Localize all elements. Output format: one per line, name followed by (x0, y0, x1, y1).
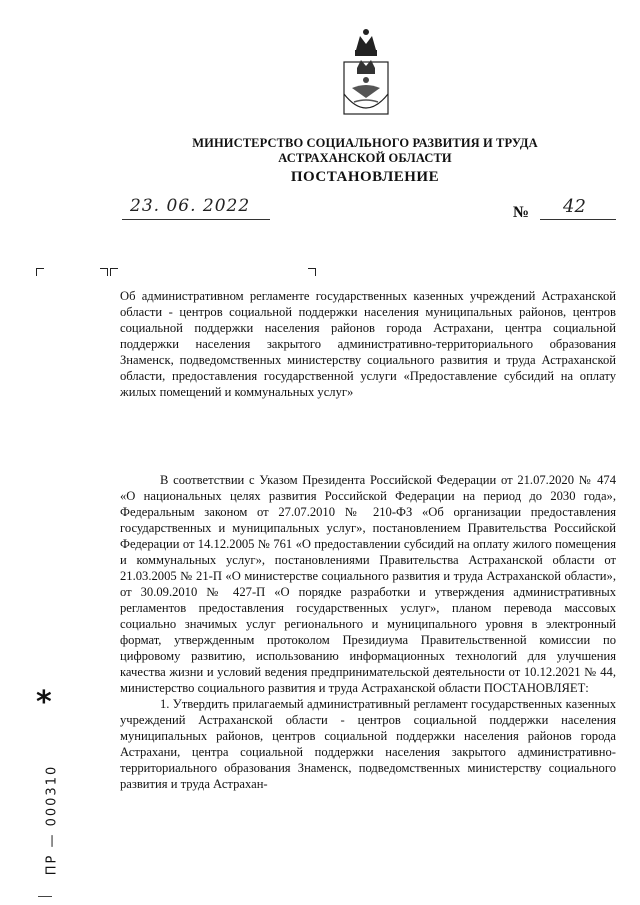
title-corner-mark (36, 268, 44, 276)
footer-mark (38, 896, 52, 897)
number-underline (540, 219, 616, 220)
registration-code: ПР — 000310 (44, 764, 60, 876)
document-subject: Об административном регламенте государственных казенных учреждений Астраханской области - центров социальной поддержки населения муниципальных районов, центров социальной поддержки населения районов города Астрахани, центра социальной поддержки населения закрытого административно-территориального образования Знаменск, подведомственных министерству социального развития и труда Астраханской области, предоставления государственной услуги «Предоставление субсидий на оплату жилых помещений и коммунальных услуг» (120, 289, 616, 399)
ministry-name-line1: МИНИСТЕРСТВО СОЦИАЛЬНОГО РАЗВИТИЯ И ТРУДА (192, 136, 538, 150)
resolution-item-1: 1. Утвердить прилагаемый административный регламент государственных казенных учреждений Астраханской области - центров социальной поддержки населения муниципальных районов, центров социальной поддержки населения районов города Астрахани, центра социальной поддержки населения закрытого административно-территориального образования Знаменск, подведомственных министерству социального развития и труда Астрахан- (120, 697, 616, 791)
title-corner-mark (100, 268, 108, 276)
preamble-paragraph: В соответствии с Указом Президента Российской Федерации от 21.07.2020 № 474 «О национальных целях развития Российской Федерации на период до 2030 года», Федеральным законом от 27.07.2010 № 210-ФЗ «Об организации предоставления государственных и муниципальных услуг», постановлением Правительства Российской Федерации от 14.12.2005 № 761 «О предоставлении субсидий на оплату жилого помещения и коммунальных услуг», постановлениями Правительства Астраханской области от 21.03.2005 № 21-П «О министерстве социального развития и труда Астраханской области», от 30.09.2010 № 427-П «О порядке разработки и утверждения административных регламентов предоставления государственных услуг», планом перевода массовых социально значимых услуг регионального и муниципального уровня в электронный формат, утвержденным протоколом Президиума Правительственной комиссии по цифровому развитию, использованию информационных технологий для улучшения качества жизни и условий ведения предпринимательской деятельности от 10.12.2021 № 44, министерство социального развития и труда Астраханской области ПОСТАНОВЛЯЕТ: (120, 473, 616, 695)
document-number: 42 (563, 196, 586, 217)
number-label: № (513, 204, 530, 221)
margin-star-mark: * (36, 685, 52, 720)
title-corner-mark (110, 268, 118, 276)
date-underline (122, 219, 270, 220)
title-corner-mark (308, 268, 316, 276)
document-date: 23. 06. 2022 (130, 196, 251, 216)
coat-of-arms-icon (342, 24, 390, 120)
document-body (120, 472, 616, 792)
ministry-name-line2: АСТРАХАНСКОЙ ОБЛАСТИ (278, 151, 452, 165)
document-header (0, 136, 640, 186)
document-type: ПОСТАНОВЛЕНИЕ (290, 169, 440, 185)
